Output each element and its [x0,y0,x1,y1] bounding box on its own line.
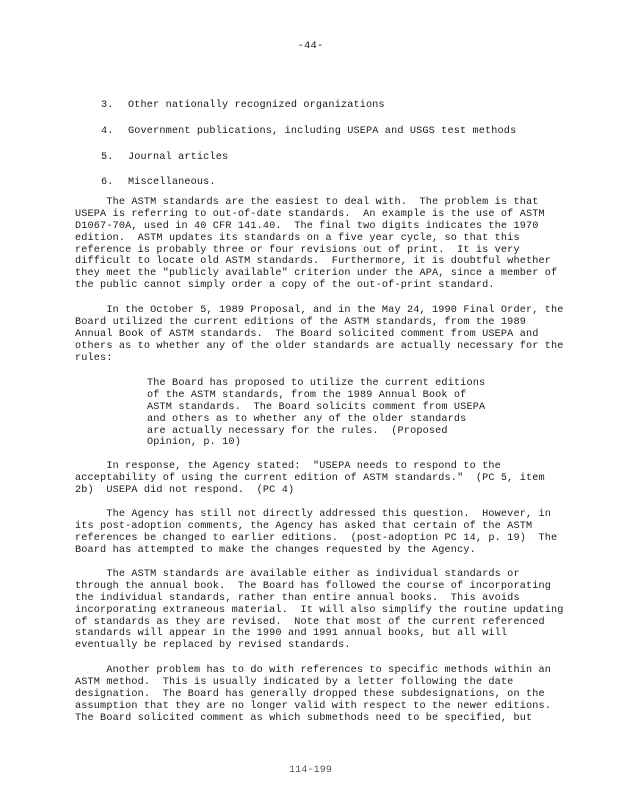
text-line: The ASTM standards are available either as individual standards or [75,569,520,580]
text-line: difficult to locate old ASTM standards. Furthermore, it is doubtful whether [75,256,552,268]
paragraph-proposal [75,305,564,364]
text-line: Annual Book of ASTM standards. The Board solicited comment from USEPA and [75,328,539,340]
list-item [101,152,541,164]
paragraph-post-adoption [75,509,558,557]
list-item-number: 6. [101,177,114,189]
list-item [101,126,541,138]
text-line: designation. The Board has generally dropped these subdesignations, on the [75,688,545,700]
paragraph-submethods [75,665,553,724]
paragraph-astm-standards [75,197,558,292]
quote-line: ASTM standards. The Board solicits comment from USEPA [147,401,486,413]
quote-line: of the ASTM standards, from the 1989 Annual Book of [147,389,467,401]
text-line: references be changed to earlier editions. (post-adoption PC 14, p. 19) The [75,532,558,544]
text-line: its post-adoption comments, the Agency has asked that certain of the ASTM [75,520,533,532]
page-footer: 114-199 [288,765,333,776]
quote-line: and others as to whether any of the older standards [147,413,467,425]
list-item-text: Other nationally recognized organizations [128,100,385,111]
text-line: D1067-70A, used in 40 CFR 141.40. The final two digits indicates the 1970 [75,220,539,232]
numbered-list [101,100,541,203]
list-item-text: Government publications, including USEPA and USGS test methods [128,125,517,137]
text-line: they meet the "publicly available" criterion under the APA, since a member of [75,268,558,280]
text-line: the public cannot simply order a copy of the out-of-print standard. [75,280,495,292]
list-item-text: Miscellaneous. [128,177,216,189]
quote-line: are actually necessary for the rules. (Proposed [147,425,448,437]
text-line: acceptability of using the current edition of ASTM standards." (PC 5, item [75,472,545,484]
text-line: incorporating extraneous material. It will also simplify the routine updating [75,604,564,616]
list-item-number: 5. [101,151,114,163]
text-line: 2b) USEPA did not respond. (PC 4) [75,484,295,496]
text-line: standards will appear in the 1990 and 1991 annual books, but all will [75,628,508,640]
text-line: others as to whether any of the older standards are actually necessary for the [75,340,564,352]
quote-line: Opinion, p. 10) [147,437,241,449]
paragraph-agency-response [75,461,553,497]
text-line: of standards as they are revised. Note that most of the current referenced [75,616,545,628]
text-line: edition. ASTM updates its standards on a five year cycle, so that this [75,232,520,244]
text-line: In response, the Agency stated: "USEPA needs to respond to the [75,461,501,472]
text-line: Board has attempted to make the changes requested by the Agency. [75,544,476,556]
text-line: In the October 5, 1989 Proposal, and in the May 24, 1990 Final Order, the [75,305,564,316]
text-line: Another problem has to do with references to specific methods within an [75,665,552,676]
text-line: ASTM method. This is usually indicated by a letter following the date [75,676,514,688]
text-line: the individual standards, rather than entire annual books. This avoids [75,592,520,604]
text-line: assumption that they are no longer valid with respect to the newer editions. [75,700,552,712]
page-number: -44- [297,40,324,52]
list-item [101,100,541,112]
block-quote [147,378,486,449]
paragraph-annual-book [75,569,564,652]
text-line: eventually be replaced by revised standards. [75,640,351,652]
text-line: The Board solicited comment as which submethods need to be specified, but [75,712,533,724]
list-item [101,177,541,189]
list-item-text: Journal articles [128,151,229,163]
list-item-number: 4. [101,125,114,137]
list-item-number: 3. [101,100,114,111]
text-line: rules: [75,352,113,364]
text-line: The ASTM standards are the easiest to deal with. The problem is that [75,197,539,208]
quote-line: The Board has proposed to utilize the current editions [147,378,486,389]
text-line: The Agency has still not directly addressed this question. However, in [75,509,552,520]
text-line: Board utilized the current editions of the ASTM standards, from the 1989 [75,316,526,328]
text-line: through the annual book. The Board has followed the course of incorporating [75,580,552,592]
text-line: USEPA is referring to out-of-date standards. An example is the use of ASTM [75,208,545,220]
text-line: reference is probably three or four revisions out of print. It is very [75,244,520,256]
